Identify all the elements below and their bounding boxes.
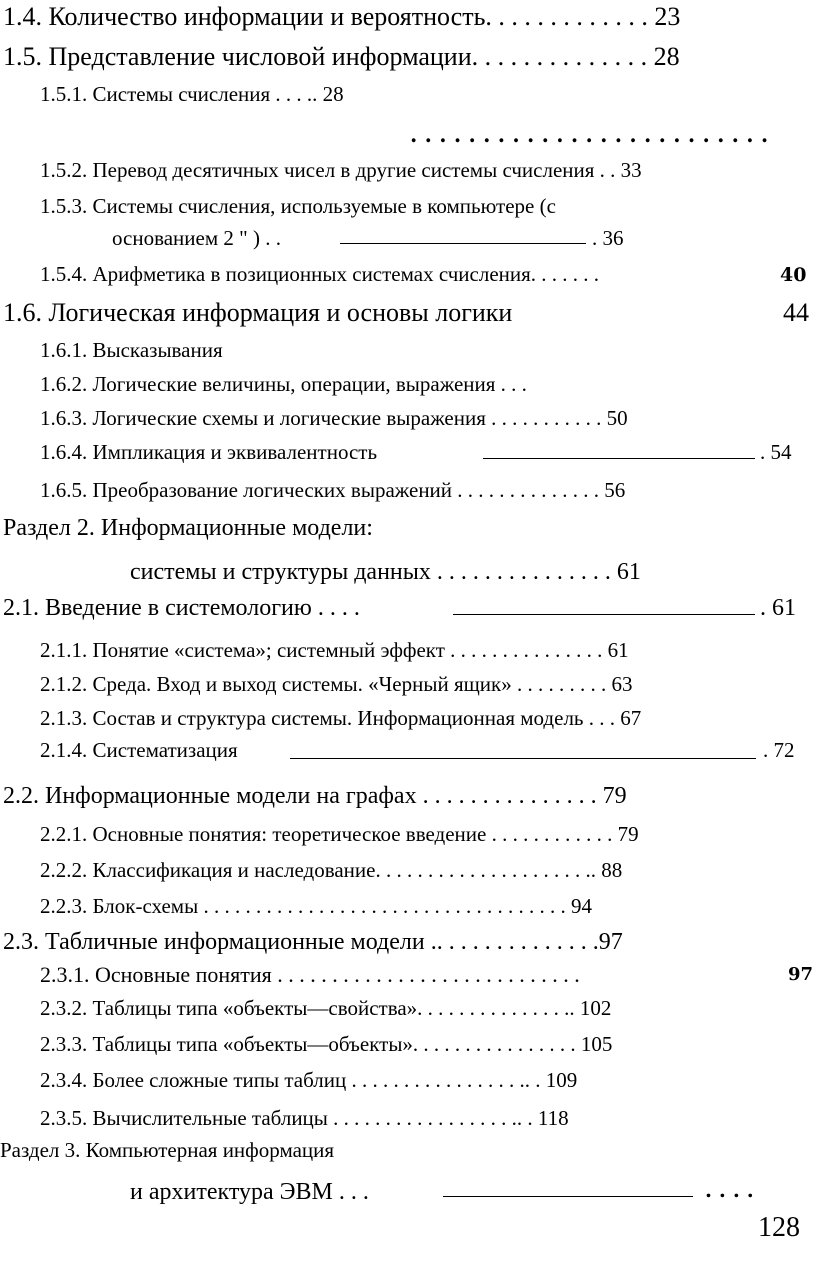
- toc-entry-2-1-3: 2.1.3. Состав и структура системы. Информационная модель . . . 67: [40, 706, 642, 730]
- toc-entry-2-3-1: 2.3.1. Основные понятия . . . . . . . . . . . . . . . . . . . . . . . . . . . .: [40, 962, 580, 987]
- toc-entry-1-6-5: 1.6.5. Преобразование логических выражений . . . . . . . . . . . . . . 56: [40, 478, 626, 502]
- toc-entry-2-3-5: 2.3.5. Вычислительные таблицы . . . . . . . . . . . . . . . . . .. . 118: [40, 1106, 569, 1130]
- toc-entry-1-6-2: 1.6.2. Логические величины, операции, выражения . . .: [40, 372, 527, 396]
- page-number: 128: [758, 1212, 800, 1243]
- toc-entry-1-5-1: 1.5.1. Системы счисления . . . .. 28: [40, 82, 344, 106]
- toc-entry-2-3: 2.3. Табличные информационные модели .. . . . . . . . . . . . . .97: [3, 929, 623, 955]
- toc-leader-rule: [340, 243, 586, 244]
- toc-page-97: 97: [788, 964, 814, 985]
- toc-leader-rule: [290, 758, 756, 759]
- toc-section-2-cont: системы и структуры данных . . . . . . . . . . . . . . . 61: [130, 559, 641, 585]
- toc-leader-rule: [443, 1196, 693, 1197]
- toc-leader-dots: . . . . . . . . . . . . . . . . . . . . . . . . .: [410, 122, 769, 147]
- toc-entry-2-2-1: 2.2.1. Основные понятия: теоретическое введение . . . . . . . . . . . . 79: [40, 822, 639, 846]
- toc-entry-2-3-2: 2.3.2. Таблицы типа «объекты—свойства». . . . . . . . . . . . . . .. 102: [40, 996, 612, 1020]
- toc-entry-1-4: 1.4. Количество информации и вероятность. . . . . . . . . . . . . 23: [3, 2, 681, 31]
- toc-entry-1-6-4: 1.6.4. Импликация и эквивалентность: [40, 440, 378, 464]
- toc-page-40: 40: [780, 264, 807, 286]
- toc-page-61: . 61: [760, 595, 796, 621]
- toc-page-54: . 54: [760, 440, 792, 464]
- toc-entry-1-6-1: 1.6.1. Высказывания: [40, 338, 223, 362]
- toc-entry-1-5-2: 1.5.2. Перевод десятичных чисел в другие системы счисления . . 33: [40, 158, 642, 182]
- toc-entry-2-2: 2.2. Информационные модели на графах . . . . . . . . . . . . . . . 79: [3, 783, 627, 809]
- toc-leader-rule: [453, 614, 755, 615]
- toc-entry-1-6-3: 1.6.3. Логические схемы и логические выражения . . . . . . . . . . . 50: [40, 406, 628, 430]
- toc-entry-1-6: 1.6. Логическая информация и основы логики: [3, 298, 513, 327]
- toc-entry-1-5-3-cont: основанием 2 " ) . .: [112, 226, 281, 250]
- toc-entry-2-2-2: 2.2.2. Классификация и наследование. . . . . . . . . . . . . . . . . . . . .. 88: [40, 858, 623, 882]
- toc-entry-2-3-3: 2.3.3. Таблицы типа «объекты—объекты». . . . . . . . . . . . . . . . 105: [40, 1032, 613, 1056]
- toc-entry-2-1-4: 2.1.4. Систематизация: [40, 738, 238, 762]
- toc-section-3-cont: и архитектура ЭВМ . . .: [130, 1179, 369, 1205]
- toc-page-72: . 72: [763, 738, 795, 762]
- toc-leader-rule: [483, 458, 755, 459]
- toc-entry-2-2-3: 2.2.3. Блок-схемы . . . . . . . . . . . . . . . . . . . . . . . . . . . . . . . . . . . 94: [40, 894, 592, 918]
- toc-entry-2-3-4: 2.3.4. Более сложные типы таблиц . . . . . . . . . . . . . . . . .. . 109: [40, 1068, 578, 1092]
- toc-entry-1-5-3: 1.5.3. Системы счисления, используемые в компьютере (с: [40, 194, 556, 218]
- toc-entry-1-5: 1.5. Представление числовой информации. . . . . . . . . . . . . . 28: [3, 42, 680, 71]
- toc-entry-2-1-2: 2.1.2. Среда. Вход и выход системы. «Черный ящик» . . . . . . . . . 63: [40, 672, 633, 696]
- toc-leader-dots: . . . .: [705, 1178, 754, 1202]
- toc-section-3: Раздел 3. Компьютерная информация: [0, 1138, 335, 1162]
- toc-page-36: . 36: [592, 226, 624, 250]
- toc-page-44: 44: [783, 298, 809, 327]
- toc-entry-1-5-4: 1.5.4. Арифметика в позиционных системах счисления. . . . . . .: [40, 262, 600, 286]
- toc-entry-2-1-1: 2.1.1. Понятие «система»; системный эффект . . . . . . . . . . . . . . . 61: [40, 638, 629, 662]
- toc-section-2: Раздел 2. Информационные модели:: [3, 515, 373, 541]
- toc-entry-2-1: 2.1. Введение в системологию . . . .: [3, 595, 360, 621]
